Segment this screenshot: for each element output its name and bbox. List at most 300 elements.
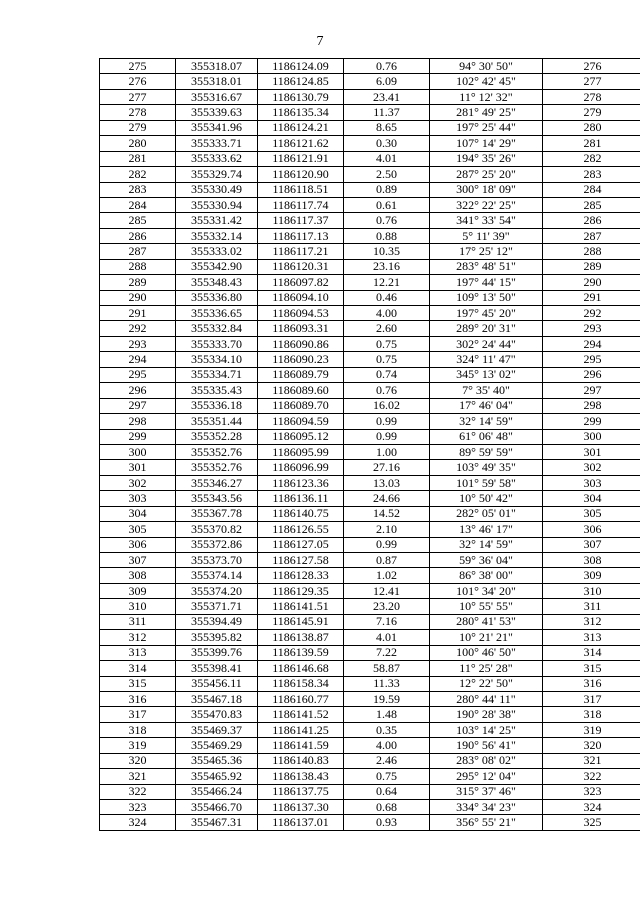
table-row (100, 336, 640, 351)
y-coordinate-cell: 1186138.87 (258, 630, 344, 645)
distance-cell: 23.41 (344, 89, 430, 104)
x-coordinate-cell: 355333.02 (176, 244, 258, 259)
bearing-cell: 280° 41' 53" (430, 614, 543, 629)
table-row (100, 197, 640, 212)
point-number-cell: 319 (100, 738, 176, 753)
bearing-cell: 5° 11' 39" (430, 228, 543, 243)
distance-cell: 0.68 (344, 800, 430, 815)
bearing-cell: 194° 35' 26" (430, 151, 543, 166)
distance-cell: 0.46 (344, 290, 430, 305)
next-point-cell: 292 (543, 306, 640, 321)
next-point-cell: 289 (543, 259, 640, 274)
distance-cell: 1.02 (344, 568, 430, 583)
y-coordinate-cell: 1186117.21 (258, 244, 344, 259)
point-number-cell: 283 (100, 182, 176, 197)
x-coordinate-cell: 355336.18 (176, 398, 258, 413)
table-row (100, 645, 640, 660)
table-row (100, 707, 640, 722)
point-number-cell: 291 (100, 306, 176, 321)
x-coordinate-cell: 355351.44 (176, 414, 258, 429)
next-point-cell: 288 (543, 244, 640, 259)
y-coordinate-cell: 1186124.21 (258, 120, 344, 135)
table-row (100, 599, 640, 614)
distance-cell: 0.75 (344, 336, 430, 351)
table-row (100, 753, 640, 768)
distance-cell: 23.16 (344, 259, 430, 274)
x-coordinate-cell: 355334.10 (176, 352, 258, 367)
table-row (100, 722, 640, 737)
table-row (100, 475, 640, 490)
distance-cell: 0.76 (344, 383, 430, 398)
next-point-cell: 285 (543, 197, 640, 212)
bearing-cell: 324° 11' 47" (430, 352, 543, 367)
y-coordinate-cell: 1186117.37 (258, 213, 344, 228)
x-coordinate-cell: 355331.42 (176, 213, 258, 228)
x-coordinate-cell: 355318.07 (176, 59, 258, 74)
bearing-cell: 283° 48' 51" (430, 259, 543, 274)
bearing-cell: 282° 05' 01" (430, 506, 543, 521)
next-point-cell: 283 (543, 167, 640, 182)
bearing-cell: 86° 38' 00" (430, 568, 543, 583)
x-coordinate-cell: 355341.96 (176, 120, 258, 135)
next-point-cell: 325 (543, 815, 640, 830)
x-coordinate-cell: 355330.49 (176, 182, 258, 197)
table-row (100, 383, 640, 398)
distance-cell: 0.35 (344, 722, 430, 737)
point-number-cell: 293 (100, 336, 176, 351)
next-point-cell: 321 (543, 753, 640, 768)
bearing-cell: 334° 34' 23" (430, 800, 543, 815)
point-number-cell: 321 (100, 769, 176, 784)
next-point-cell: 322 (543, 769, 640, 784)
distance-cell: 14.52 (344, 506, 430, 521)
x-coordinate-cell: 355352.28 (176, 429, 258, 444)
bearing-cell: 17° 46' 04" (430, 398, 543, 413)
distance-cell: 0.99 (344, 429, 430, 444)
next-point-cell: 309 (543, 568, 640, 583)
table-row (100, 537, 640, 552)
bearing-cell: 322° 22' 25" (430, 197, 543, 212)
x-coordinate-cell: 355467.18 (176, 691, 258, 706)
table-row (100, 691, 640, 706)
distance-cell: 0.30 (344, 136, 430, 151)
distance-cell: 0.61 (344, 197, 430, 212)
point-number-cell: 303 (100, 491, 176, 506)
table-row (100, 661, 640, 676)
distance-cell: 0.74 (344, 367, 430, 382)
distance-cell: 27.16 (344, 460, 430, 475)
distance-cell: 4.01 (344, 151, 430, 166)
next-point-cell: 279 (543, 105, 640, 120)
bearing-cell: 295° 12' 04" (430, 769, 543, 784)
bearing-cell: 197° 45' 20" (430, 306, 543, 321)
point-number-cell: 288 (100, 259, 176, 274)
x-coordinate-cell: 355465.92 (176, 769, 258, 784)
next-point-cell: 300 (543, 429, 640, 444)
point-number-cell: 276 (100, 74, 176, 89)
y-coordinate-cell: 1186090.23 (258, 352, 344, 367)
distance-cell: 2.50 (344, 167, 430, 182)
x-coordinate-cell: 355370.82 (176, 522, 258, 537)
distance-cell: 0.99 (344, 537, 430, 552)
bearing-cell: 13° 46' 17" (430, 522, 543, 537)
bearing-cell: 109° 13' 50" (430, 290, 543, 305)
y-coordinate-cell: 1186124.85 (258, 74, 344, 89)
y-coordinate-cell: 1186089.60 (258, 383, 344, 398)
distance-cell: 0.99 (344, 414, 430, 429)
point-number-cell: 312 (100, 630, 176, 645)
bearing-cell: 100° 46' 50" (430, 645, 543, 660)
x-coordinate-cell: 355336.65 (176, 306, 258, 321)
point-number-cell: 317 (100, 707, 176, 722)
next-point-cell: 323 (543, 784, 640, 799)
table-row (100, 738, 640, 753)
x-coordinate-cell: 355333.71 (176, 136, 258, 151)
y-coordinate-cell: 1186138.43 (258, 769, 344, 784)
y-coordinate-cell: 1186117.74 (258, 197, 344, 212)
page-number: 7 (316, 34, 324, 49)
next-point-cell: 296 (543, 367, 640, 382)
next-point-cell: 291 (543, 290, 640, 305)
next-point-cell: 286 (543, 213, 640, 228)
y-coordinate-cell: 1186094.53 (258, 306, 344, 321)
next-point-cell: 317 (543, 691, 640, 706)
next-point-cell: 312 (543, 614, 640, 629)
table-row (100, 769, 640, 784)
x-coordinate-cell: 355371.71 (176, 599, 258, 614)
bearing-cell: 17° 25' 12" (430, 244, 543, 259)
x-coordinate-cell: 355346.27 (176, 475, 258, 490)
y-coordinate-cell: 1186118.51 (258, 182, 344, 197)
next-point-cell: 316 (543, 676, 640, 691)
x-coordinate-cell: 355333.62 (176, 151, 258, 166)
y-coordinate-cell: 1186128.33 (258, 568, 344, 583)
point-number-cell: 286 (100, 228, 176, 243)
point-number-cell: 296 (100, 383, 176, 398)
x-coordinate-cell: 355318.01 (176, 74, 258, 89)
x-coordinate-cell: 355469.29 (176, 738, 258, 753)
table-row (100, 676, 640, 691)
next-point-cell: 293 (543, 321, 640, 336)
bearing-cell: 59° 36' 04" (430, 553, 543, 568)
point-number-cell: 308 (100, 568, 176, 583)
y-coordinate-cell: 1186139.59 (258, 645, 344, 660)
bearing-cell: 280° 44' 11" (430, 691, 543, 706)
next-point-cell: 303 (543, 475, 640, 490)
point-number-cell: 322 (100, 784, 176, 799)
coordinates-table (99, 58, 640, 831)
y-coordinate-cell: 1186089.70 (258, 398, 344, 413)
y-coordinate-cell: 1186117.13 (258, 228, 344, 243)
y-coordinate-cell: 1186090.86 (258, 336, 344, 351)
x-coordinate-cell: 355334.71 (176, 367, 258, 382)
table-row (100, 522, 640, 537)
distance-cell: 11.33 (344, 676, 430, 691)
table-row (100, 228, 640, 243)
distance-cell: 8.65 (344, 120, 430, 135)
bearing-cell: 10° 21' 21" (430, 630, 543, 645)
y-coordinate-cell: 1186095.12 (258, 429, 344, 444)
distance-cell: 0.76 (344, 59, 430, 74)
distance-cell: 0.76 (344, 213, 430, 228)
point-number-cell: 315 (100, 676, 176, 691)
x-coordinate-cell: 355467.31 (176, 815, 258, 830)
x-coordinate-cell: 355395.82 (176, 630, 258, 645)
distance-cell: 4.00 (344, 306, 430, 321)
table-row (100, 583, 640, 598)
table-row (100, 244, 640, 259)
y-coordinate-cell: 1186140.75 (258, 506, 344, 521)
table-row (100, 74, 640, 89)
next-point-cell: 308 (543, 553, 640, 568)
next-point-cell: 297 (543, 383, 640, 398)
table-row (100, 352, 640, 367)
bearing-cell: 10° 50' 42" (430, 491, 543, 506)
point-number-cell: 305 (100, 522, 176, 537)
distance-cell: 0.75 (344, 352, 430, 367)
y-coordinate-cell: 1186141.59 (258, 738, 344, 753)
bearing-cell: 12° 22' 50" (430, 676, 543, 691)
distance-cell: 12.21 (344, 275, 430, 290)
y-coordinate-cell: 1186089.79 (258, 367, 344, 382)
distance-cell: 4.01 (344, 630, 430, 645)
point-number-cell: 280 (100, 136, 176, 151)
next-point-cell: 298 (543, 398, 640, 413)
distance-cell: 11.37 (344, 105, 430, 120)
x-coordinate-cell: 355469.37 (176, 722, 258, 737)
x-coordinate-cell: 355348.43 (176, 275, 258, 290)
x-coordinate-cell: 355399.76 (176, 645, 258, 660)
bearing-cell: 356° 55' 21" (430, 815, 543, 830)
distance-cell: 1.00 (344, 444, 430, 459)
y-coordinate-cell: 1186120.31 (258, 259, 344, 274)
y-coordinate-cell: 1186130.79 (258, 89, 344, 104)
next-point-cell: 290 (543, 275, 640, 290)
next-point-cell: 299 (543, 414, 640, 429)
y-coordinate-cell: 1186094.59 (258, 414, 344, 429)
next-point-cell: 320 (543, 738, 640, 753)
y-coordinate-cell: 1186127.05 (258, 537, 344, 552)
table-row (100, 414, 640, 429)
y-coordinate-cell: 1186126.55 (258, 522, 344, 537)
x-coordinate-cell: 355373.70 (176, 553, 258, 568)
point-number-cell: 290 (100, 290, 176, 305)
distance-cell: 19.59 (344, 691, 430, 706)
distance-cell: 6.09 (344, 74, 430, 89)
table-row (100, 460, 640, 475)
next-point-cell: 319 (543, 722, 640, 737)
table-row (100, 614, 640, 629)
table-row (100, 120, 640, 135)
table-row (100, 213, 640, 228)
y-coordinate-cell: 1186096.99 (258, 460, 344, 475)
y-coordinate-cell: 1186120.90 (258, 167, 344, 182)
next-point-cell: 315 (543, 661, 640, 676)
x-coordinate-cell: 355374.20 (176, 583, 258, 598)
distance-cell: 0.89 (344, 182, 430, 197)
distance-cell: 2.60 (344, 321, 430, 336)
next-point-cell: 313 (543, 630, 640, 645)
bearing-cell: 101° 34' 20" (430, 583, 543, 598)
table-row (100, 800, 640, 815)
bearing-cell: 94° 30' 50" (430, 59, 543, 74)
table-row (100, 167, 640, 182)
table-row (100, 367, 640, 382)
table-row (100, 105, 640, 120)
bearing-cell: 341° 33' 54" (430, 213, 543, 228)
distance-cell: 0.87 (344, 553, 430, 568)
point-number-cell: 298 (100, 414, 176, 429)
table-row (100, 136, 640, 151)
point-number-cell: 277 (100, 89, 176, 104)
y-coordinate-cell: 1186094.10 (258, 290, 344, 305)
bearing-cell: 190° 56' 41" (430, 738, 543, 753)
table-row (100, 59, 640, 74)
point-number-cell: 324 (100, 815, 176, 830)
next-point-cell: 302 (543, 460, 640, 475)
y-coordinate-cell: 1186095.99 (258, 444, 344, 459)
x-coordinate-cell: 355332.14 (176, 228, 258, 243)
distance-cell: 23.20 (344, 599, 430, 614)
x-coordinate-cell: 355352.76 (176, 444, 258, 459)
x-coordinate-cell: 355456.11 (176, 676, 258, 691)
distance-cell: 0.75 (344, 769, 430, 784)
table-row (100, 491, 640, 506)
bearing-cell: 281° 49' 25" (430, 105, 543, 120)
y-coordinate-cell: 1186136.11 (258, 491, 344, 506)
x-coordinate-cell: 355339.63 (176, 105, 258, 120)
point-number-cell: 302 (100, 475, 176, 490)
x-coordinate-cell: 355394.49 (176, 614, 258, 629)
table-row (100, 259, 640, 274)
bearing-cell: 345° 13' 02" (430, 367, 543, 382)
x-coordinate-cell: 355372.86 (176, 537, 258, 552)
x-coordinate-cell: 355333.70 (176, 336, 258, 351)
point-number-cell: 281 (100, 151, 176, 166)
x-coordinate-cell: 355374.14 (176, 568, 258, 583)
y-coordinate-cell: 1186124.09 (258, 59, 344, 74)
table-row (100, 89, 640, 104)
bearing-cell: 10° 55' 55" (430, 599, 543, 614)
bearing-cell: 103° 49' 35" (430, 460, 543, 475)
bearing-cell: 11° 25' 28" (430, 661, 543, 676)
point-number-cell: 301 (100, 460, 176, 475)
x-coordinate-cell: 355332.84 (176, 321, 258, 336)
distance-cell: 0.64 (344, 784, 430, 799)
bearing-cell: 89° 59' 59" (430, 444, 543, 459)
point-number-cell: 318 (100, 722, 176, 737)
next-point-cell: 278 (543, 89, 640, 104)
y-coordinate-cell: 1186141.51 (258, 599, 344, 614)
distance-cell: 2.46 (344, 753, 430, 768)
y-coordinate-cell: 1186141.52 (258, 707, 344, 722)
next-point-cell: 304 (543, 491, 640, 506)
y-coordinate-cell: 1186129.35 (258, 583, 344, 598)
distance-cell: 58.87 (344, 661, 430, 676)
table-row (100, 182, 640, 197)
y-coordinate-cell: 1186121.62 (258, 136, 344, 151)
next-point-cell: 301 (543, 444, 640, 459)
bearing-cell: 32° 14' 59" (430, 414, 543, 429)
bearing-cell: 107° 14' 29" (430, 136, 543, 151)
point-number-cell: 275 (100, 59, 176, 74)
y-coordinate-cell: 1186121.91 (258, 151, 344, 166)
point-number-cell: 310 (100, 599, 176, 614)
bearing-cell: 101° 59' 58" (430, 475, 543, 490)
next-point-cell: 277 (543, 74, 640, 89)
distance-cell: 1.48 (344, 707, 430, 722)
point-number-cell: 300 (100, 444, 176, 459)
next-point-cell: 276 (543, 59, 640, 74)
table-row (100, 444, 640, 459)
distance-cell: 0.88 (344, 228, 430, 243)
distance-cell: 2.10 (344, 522, 430, 537)
point-number-cell: 294 (100, 352, 176, 367)
distance-cell: 24.66 (344, 491, 430, 506)
coordinates-table-body (100, 59, 640, 831)
y-coordinate-cell: 1186158.34 (258, 676, 344, 691)
x-coordinate-cell: 355335.43 (176, 383, 258, 398)
x-coordinate-cell: 355342.90 (176, 259, 258, 274)
distance-cell: 16.02 (344, 398, 430, 413)
point-number-cell: 313 (100, 645, 176, 660)
next-point-cell: 281 (543, 136, 640, 151)
point-number-cell: 307 (100, 553, 176, 568)
x-coordinate-cell: 355329.74 (176, 167, 258, 182)
point-number-cell: 289 (100, 275, 176, 290)
next-point-cell: 307 (543, 537, 640, 552)
point-number-cell: 320 (100, 753, 176, 768)
distance-cell: 12.41 (344, 583, 430, 598)
bearing-cell: 315° 37' 46" (430, 784, 543, 799)
next-point-cell: 314 (543, 645, 640, 660)
bearing-cell: 32° 14' 59" (430, 537, 543, 552)
y-coordinate-cell: 1186160.77 (258, 691, 344, 706)
point-number-cell: 314 (100, 661, 176, 676)
point-number-cell: 278 (100, 105, 176, 120)
bearing-cell: 197° 44' 15" (430, 275, 543, 290)
bearing-cell: 7° 35' 40" (430, 383, 543, 398)
next-point-cell: 284 (543, 182, 640, 197)
point-number-cell: 284 (100, 197, 176, 212)
x-coordinate-cell: 355465.36 (176, 753, 258, 768)
x-coordinate-cell: 355466.24 (176, 784, 258, 799)
point-number-cell: 316 (100, 691, 176, 706)
point-number-cell: 295 (100, 367, 176, 382)
x-coordinate-cell: 355367.78 (176, 506, 258, 521)
y-coordinate-cell: 1186137.75 (258, 784, 344, 799)
distance-cell: 7.16 (344, 614, 430, 629)
x-coordinate-cell: 355316.67 (176, 89, 258, 104)
bearing-cell: 197° 25' 44" (430, 120, 543, 135)
bearing-cell: 283° 08' 02" (430, 753, 543, 768)
distance-cell: 10.35 (344, 244, 430, 259)
y-coordinate-cell: 1186141.25 (258, 722, 344, 737)
bearing-cell: 11° 12' 32" (430, 89, 543, 104)
y-coordinate-cell: 1186093.31 (258, 321, 344, 336)
distance-cell: 4.00 (344, 738, 430, 753)
point-number-cell: 311 (100, 614, 176, 629)
next-point-cell: 306 (543, 522, 640, 537)
x-coordinate-cell: 355336.80 (176, 290, 258, 305)
next-point-cell: 280 (543, 120, 640, 135)
next-point-cell: 287 (543, 228, 640, 243)
point-number-cell: 304 (100, 506, 176, 521)
table-row (100, 275, 640, 290)
x-coordinate-cell: 355398.41 (176, 661, 258, 676)
table-row (100, 815, 640, 830)
x-coordinate-cell: 355352.76 (176, 460, 258, 475)
